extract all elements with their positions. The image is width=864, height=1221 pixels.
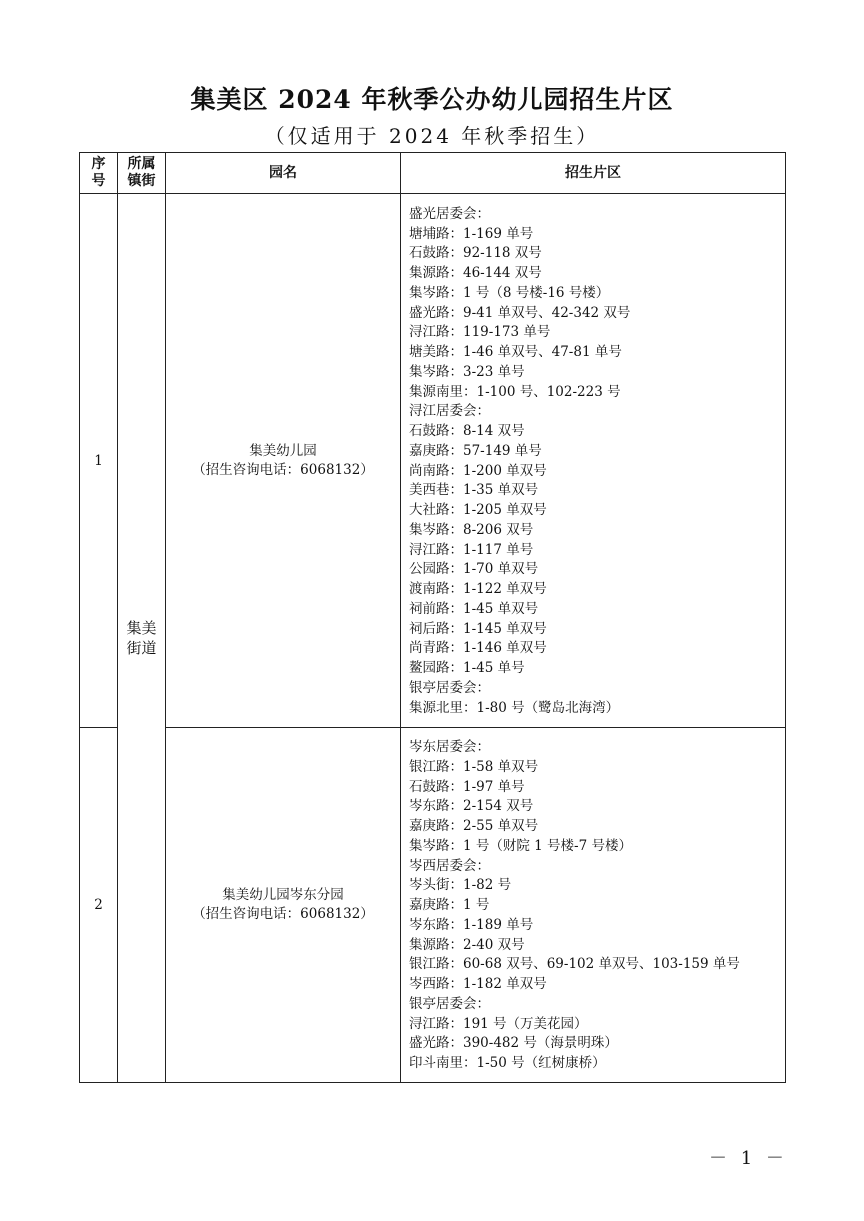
area-line: 塘美路：1-46 单双号、47-81 单号 xyxy=(409,344,622,360)
area-line: 嘉庚路：57-149 单号 xyxy=(409,442,542,459)
area-line: 盛光路：9-41 单双号、42-342 双号 xyxy=(409,304,631,321)
area-line: 祠前路：1-45 单双号 xyxy=(409,600,539,617)
area-line: 印斗南里：1-50 号（红树康桥） xyxy=(409,1055,606,1071)
area-line: 岑西居委会： xyxy=(409,857,490,874)
area-cell xyxy=(401,194,786,728)
area-line: 集岑路：3-23 单号 xyxy=(409,363,525,380)
area-line: 石鼓路：8-14 双号 xyxy=(409,423,525,439)
area-line: 塘埔路：1-169 单号 xyxy=(409,225,534,242)
area-line: 岑头街：1-82 号 xyxy=(409,877,512,894)
area-cell xyxy=(401,728,786,1083)
area-line: 尚南路：1-200 单双号 xyxy=(409,462,547,479)
area-line: 尚青路：1-146 单双号 xyxy=(409,640,547,657)
area-line: 盛光路：390-482 号（海景明珠） xyxy=(409,1035,618,1052)
area-line: 大社路：1-205 单双号 xyxy=(409,502,547,518)
area-line: 嘉庚路：1 号 xyxy=(409,897,490,913)
kindergarten-cell xyxy=(166,194,401,728)
area-line: 鳌园路：1-45 单号 xyxy=(409,660,525,676)
area-line: 集岑路：1 号（8 号楼-16 号楼） xyxy=(409,284,610,301)
street-cell xyxy=(118,194,166,1083)
header-seq xyxy=(80,153,118,194)
header-seq-line2: 号 xyxy=(91,173,106,189)
table-header-row xyxy=(80,153,786,194)
kindergarten-phone: （招生咨询电话：6068132） xyxy=(192,461,374,478)
area-line: 集源路：46-144 双号 xyxy=(409,265,542,281)
area-line: 集源南里：1-100 号、102-223 号 xyxy=(409,383,621,400)
header-street xyxy=(118,153,166,194)
area-line: 美西巷：1-35 单双号 xyxy=(409,482,539,499)
row-seq: 1 xyxy=(80,194,118,728)
row-seq: 2 xyxy=(80,728,118,1083)
street-line2: 街道 xyxy=(126,638,157,657)
area-line: 银亭居委会： xyxy=(409,995,490,1012)
area-line: 浔江路：119-173 单号 xyxy=(409,324,551,341)
area-line: 公园路：1-70 单双号 xyxy=(409,561,539,578)
page-subtitle: （仅适用于 2024 年秋季招生） xyxy=(264,124,600,148)
area-line: 浔江路：1-117 单号 xyxy=(409,541,534,558)
area-line: 银亭居委会： xyxy=(409,679,490,696)
table-row xyxy=(80,728,786,1083)
street-line1: 集美 xyxy=(126,618,157,637)
kindergarten-cell xyxy=(166,728,401,1083)
area-line: 石鼓路：1-97 单号 xyxy=(409,778,525,795)
area-line: 集源路：2-40 双号 xyxy=(409,936,525,953)
area-line: 渡南路：1-122 单双号 xyxy=(409,581,547,597)
header-area: 招生片区 xyxy=(401,153,786,194)
area-line: 岑东路：2-154 双号 xyxy=(409,798,534,815)
area-line: 集岑路：1 号（财院 1 号楼-7 号楼） xyxy=(409,837,632,854)
page-number: － 1 － xyxy=(709,1148,788,1169)
header-kindergarten: 园名 xyxy=(166,153,401,194)
area-line: 浔江居委会： xyxy=(409,403,490,420)
header-street-line2: 镇街 xyxy=(127,173,156,189)
kindergarten-name: 集美幼儿园岑东分园 xyxy=(222,886,344,903)
area-line: 岑东居委会： xyxy=(409,739,490,755)
header-seq-line1: 序 xyxy=(91,156,106,172)
area-line: 嘉庚路：2-55 单双号 xyxy=(409,818,539,834)
kindergarten-phone: （招生咨询电话：6068132） xyxy=(192,905,374,922)
area-line: 银江路：60-68 双号、69-102 单双号、103-159 单号 xyxy=(409,956,740,973)
enrollment-table xyxy=(79,152,786,1083)
area-line: 石鼓路：92-118 双号 xyxy=(409,245,542,262)
area-line: 集源北里：1-80 号（鹭岛北海湾） xyxy=(409,699,620,716)
area-line: 盛光居委会： xyxy=(409,205,490,222)
table-row xyxy=(80,194,786,728)
header-street-line1: 所属 xyxy=(127,156,156,172)
area-line: 岑西路：1-182 单双号 xyxy=(409,976,547,992)
area-line: 祠后路：1-145 单双号 xyxy=(409,620,547,637)
area-line: 浔江路：191 号（万美花园） xyxy=(409,1015,588,1032)
page-title: 集美区 2024 年秋季公办幼儿园招生片区 xyxy=(190,85,674,114)
area-line: 岑东路：1-189 单号 xyxy=(409,916,534,933)
area-line: 集岑路：8-206 双号 xyxy=(409,521,534,538)
kindergarten-name: 集美幼儿园 xyxy=(249,442,317,459)
area-line: 银江路：1-58 单双号 xyxy=(409,758,539,775)
